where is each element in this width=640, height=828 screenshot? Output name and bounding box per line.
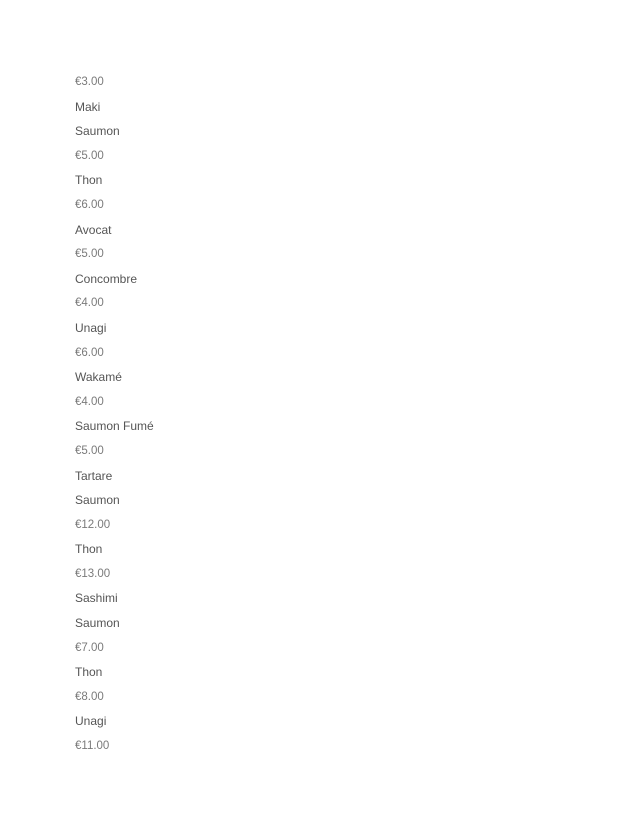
menu-item-label: Tartare <box>75 468 113 483</box>
menu-price: €11.00 <box>75 740 110 753</box>
menu-price: €6.00 <box>75 198 104 211</box>
menu-item-label: Wakamé <box>75 370 122 385</box>
menu-item-label: Thon <box>75 665 103 680</box>
menu-price: €5.00 <box>75 248 104 261</box>
menu-price: €7.00 <box>75 641 104 654</box>
menu-item-label: Saumon <box>75 493 120 508</box>
menu-price: €3.00 <box>75 76 104 88</box>
menu-price: €5.00 <box>75 444 104 457</box>
menu-item-label: Thon <box>75 542 103 557</box>
menu-item-label: Concombre <box>75 271 138 286</box>
menu-price: €13.00 <box>75 567 111 580</box>
menu-item-label: Thon <box>75 173 103 188</box>
menu-price: €4.00 <box>75 395 104 408</box>
menu-price: €4.00 <box>75 297 104 310</box>
menu-item-label: Saumon <box>75 616 120 631</box>
menu-list <box>75 72 154 761</box>
menu-price: €12.00 <box>75 518 111 531</box>
menu-item-label: Unagi <box>75 320 107 335</box>
menu-price: €6.00 <box>75 346 104 359</box>
menu-item-label: Avocat <box>75 222 112 237</box>
menu-item-label: Saumon Fumé <box>75 419 154 434</box>
menu-item-label: Saumon <box>75 124 120 139</box>
menu-price: €5.00 <box>75 149 104 162</box>
menu-item-label: Unagi <box>75 714 107 729</box>
menu-item-label: Maki <box>75 99 101 114</box>
menu-item-label: Sashimi <box>75 591 118 606</box>
menu-price: €8.00 <box>75 690 104 703</box>
